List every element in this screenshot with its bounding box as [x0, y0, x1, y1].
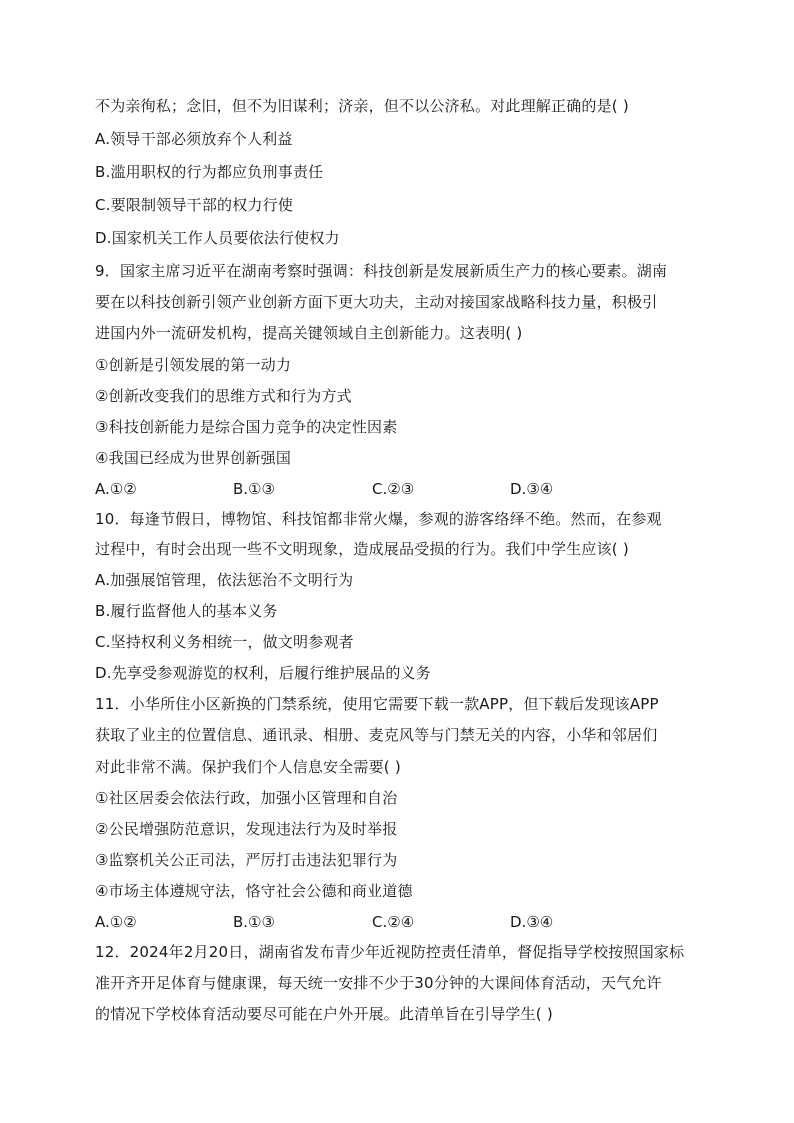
q11-stem-line-1: 11．小华所住小区新换的门禁系统，使用它需要下载一款APP，但下载后发现该APP [95, 695, 659, 713]
q11-options [95, 912, 615, 932]
q9-item-3: ③科技创新能力是综合国力竞争的决定性因素 [95, 418, 398, 436]
q11-stem-line-2: 获取了业主的位置信息、通讯录、相册、麦克风等与门禁无关的内容，小华和邻居们 [95, 726, 658, 744]
q8-option-b: B.滥用职权的行为都应负刑事责任 [95, 163, 324, 181]
q8-option-a: A.领导干部必须放弃个人利益 [95, 130, 293, 148]
q12-stem-line-1: 12．2024年2月20日，湖南省发布青少年近视防控责任清单，督促指导学校按照国家标 [95, 943, 685, 961]
q10-option-d: D.先享受参观游览的权利，后履行维护展品的义务 [95, 664, 431, 682]
q9-options [95, 479, 615, 499]
q11-option-a: A.①② [95, 913, 137, 931]
q8-stem-tail: 不为亲徇私；念旧，但不为旧谋利；济亲，但不以公济私。对此理解正确的是( ) [95, 97, 629, 115]
q9-option-a: A.①② [95, 480, 137, 498]
q8-option-c: C.要限制领导干部的权力行使 [95, 196, 294, 214]
q11-option-d: D.③④ [510, 913, 554, 931]
q8-option-d: D.国家机关工作人员要依法行使权力 [95, 229, 340, 247]
q9-stem-line-2: 要在以科技创新引领产业创新方面下更大功夫，主动对接国家战略科技力量，积极引 [95, 293, 658, 311]
q10-stem-line-1: 10．每逢节假日，博物馆、科技馆都非常火爆，参观的游客络绎不绝。然而，在参观 [95, 510, 662, 528]
q9-item-1: ①创新是引领发展的第一动力 [95, 356, 292, 374]
q11-option-b: B.①③ [233, 913, 275, 931]
q9-option-b: B.①③ [233, 480, 275, 498]
q9-item-4: ④我国已经成为世界创新强国 [95, 449, 292, 467]
q11-item-1: ①社区居委会依法行政，加强小区管理和自治 [95, 789, 398, 807]
q11-item-4: ④市场主体遵规守法，恪守社会公德和商业道德 [95, 882, 413, 900]
q9-stem-line-3: 进国内外一流研发机构，提高关键领域自主创新能力。这表明( ) [95, 324, 523, 342]
q10-option-c: C.坚持权利义务相统一，做文明参观者 [95, 633, 354, 651]
q11-stem-line-3: 对此非常不满。保护我们个人信息安全需要( ) [95, 758, 401, 776]
q11-item-3: ③监察机关公正司法，严厉打击违法犯罪行为 [95, 851, 398, 869]
q9-item-2: ②创新改变我们的思维方式和行为方式 [95, 387, 352, 405]
q9-option-c: C.②③ [372, 480, 415, 498]
q10-stem-line-2: 过程中，有时会出现一些不文明现象，造成展品受损的行为。我们中学生应该( ) [95, 540, 629, 558]
q11-option-c: C.②④ [372, 913, 415, 931]
q10-option-a: A.加强展馆管理，依法惩治不文明行为 [95, 571, 354, 589]
q12-stem-line-2: 准开齐开足体育与健康课，每天统一安排不少于30分钟的大课间体育活动，天气允许 [95, 974, 662, 992]
q10-option-b: B.履行监督他人的基本义务 [95, 602, 278, 620]
q9-stem-line-1: 9．国家主席习近平在湖南考察时强调：科技创新是发展新质生产力的核心要素。湖南 [95, 262, 668, 280]
q9-option-d: D.③④ [510, 480, 554, 498]
q12-stem-line-3: 的情况下学校体育活动要尽可能在户外开展。此清单旨在引导学生( ) [95, 1005, 553, 1023]
q11-item-2: ②公民增强防范意识，发现违法行为及时举报 [95, 820, 398, 838]
